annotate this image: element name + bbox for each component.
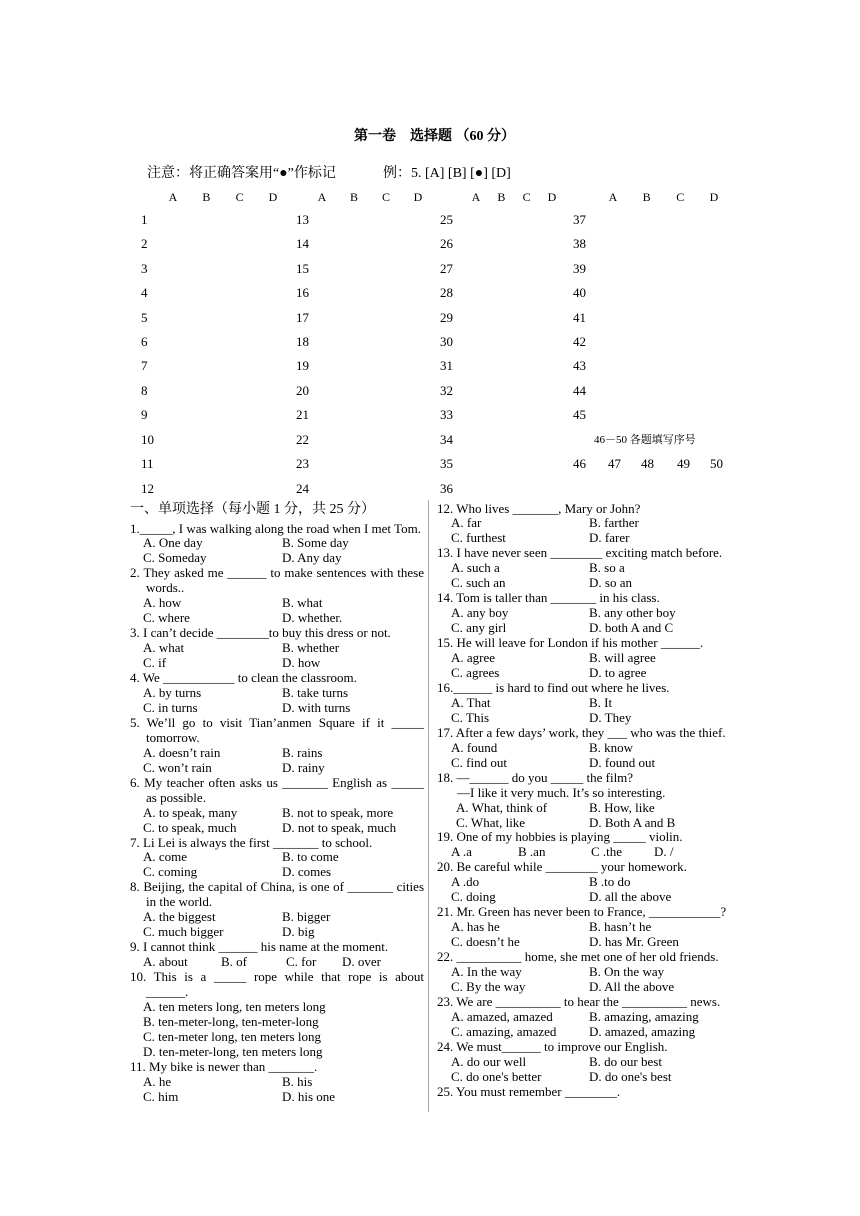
question-number: 32: [440, 382, 453, 398]
option-b: B. ten-meter-long, ten-meter-long: [143, 1013, 319, 1029]
question-11: [130, 1060, 424, 1105]
option-b: B. hasn’t he: [589, 919, 652, 935]
option-d: D. Both A and B: [589, 814, 676, 830]
option-b: B. of: [221, 954, 247, 970]
option-b: B. It: [589, 694, 613, 710]
option-d: D. amazed, amazing: [589, 1023, 696, 1039]
option-a: A. ten meters long, ten meters long: [143, 999, 326, 1014]
question-20: [437, 860, 737, 905]
answer-choice-letter: D: [268, 190, 278, 204]
option-b: B. will agree: [589, 650, 656, 666]
question-number: 21: [296, 407, 309, 423]
option-a: A. how: [143, 595, 182, 611]
option-c: C. agrees: [451, 664, 500, 680]
option-d: D. Any day: [282, 550, 342, 566]
option-d: D. They: [589, 709, 632, 725]
option-d: D. /: [654, 844, 674, 860]
option-d: D. rainy: [282, 759, 325, 775]
option-c: C. such an: [451, 575, 506, 591]
option-b: B. take turns: [282, 684, 349, 700]
question-number: 30: [440, 333, 453, 349]
question-options: [437, 741, 737, 771]
question-options: [437, 606, 737, 636]
question-number: 41: [573, 309, 586, 325]
option-a: A. the biggest: [143, 909, 216, 925]
question-stem: 21. Mr. Green has never been to France, ___________?: [437, 904, 727, 920]
option-d: D. has Mr. Green: [589, 934, 679, 950]
option-d: D. big: [282, 924, 315, 940]
questions-left-column: [130, 502, 424, 1105]
option-a: A .a: [451, 844, 472, 860]
option-d: D. found out: [589, 754, 656, 770]
question-options: [437, 875, 737, 905]
question-24: [437, 1040, 737, 1085]
question-number: 44: [573, 382, 586, 398]
answer-number-column: [440, 208, 453, 501]
question-number: 42: [573, 333, 586, 349]
option-c: C. won’t rain: [143, 759, 212, 775]
question-number: 12: [141, 480, 154, 496]
option-d: D. with turns: [282, 699, 351, 715]
option-b: B. rains: [282, 744, 323, 760]
question-number: 3: [141, 260, 148, 276]
option-d: D. both A and C: [589, 620, 674, 636]
option-d: D. all the above: [589, 889, 672, 905]
option-c: C. him: [143, 1088, 179, 1104]
answer-choice-letter: B: [202, 190, 211, 204]
question-7: [130, 836, 424, 881]
question-stem: 7. Li Lei is always the first _______ to school.: [130, 834, 373, 850]
option-d: D. farer: [589, 530, 630, 546]
question-options: [130, 910, 424, 940]
option-b: B. to come: [282, 849, 339, 865]
question-number: 9: [141, 407, 148, 423]
option-c: C. do one's better: [451, 1068, 542, 1084]
question-options: [437, 920, 737, 950]
question-options: [130, 850, 424, 880]
fill-in-number: 48: [641, 456, 654, 472]
question-stem: 24. We must______ to improve our English.: [437, 1038, 668, 1054]
question-3: [130, 626, 424, 671]
question-number: 39: [573, 260, 586, 276]
question-stem: 2. They asked me ______ to make sentences with these: [130, 565, 424, 581]
question-1: [130, 522, 424, 567]
option-d: D. so an: [589, 575, 632, 591]
option-c: C. What, like: [456, 814, 526, 830]
question-number: 1: [141, 211, 148, 227]
question-options: [130, 596, 424, 626]
question-6: [130, 776, 424, 836]
question-options: [437, 1055, 737, 1085]
question-18: [437, 771, 737, 831]
answer-number-column: [141, 208, 154, 501]
option-a: A. come: [143, 849, 188, 865]
option-c: C. This: [451, 709, 490, 725]
option-b: B. his: [282, 1073, 313, 1089]
question-number: 13: [296, 211, 309, 227]
question-stem: 23. We are __________ to hear the __________ news.: [437, 993, 721, 1009]
option-a: A. such a: [451, 560, 500, 576]
question-options: [437, 1010, 737, 1040]
question-options: [437, 696, 737, 726]
option-d: D. over: [342, 954, 381, 970]
question-stem: tomorrow.: [146, 729, 200, 745]
question-options: [437, 801, 737, 831]
question-4: [130, 671, 424, 716]
option-b: B. so a: [589, 560, 625, 576]
answer-choice-letter: C: [522, 190, 531, 204]
option-b: B. farther: [589, 515, 639, 531]
question-options: [130, 686, 424, 716]
question-stem: 25. You must remember ________.: [437, 1083, 621, 1099]
paper-title: 第一卷 选择题 （60 分）: [354, 129, 515, 144]
question-stem: 5. We’ll go to visit Tian’anmen Square if it _____: [130, 714, 424, 730]
question-number: 23: [296, 456, 309, 472]
option-a: A. That: [451, 694, 491, 710]
option-d: D. how: [282, 655, 321, 671]
question-number: 27: [440, 260, 453, 276]
fill-in-number: 47: [608, 456, 621, 472]
question-13: [437, 546, 737, 591]
question-stem: 4. We ___________ to clean the classroom.: [130, 670, 357, 686]
question-22: [437, 950, 737, 995]
answer-choice-letter: B: [497, 190, 506, 204]
option-b: B. bigger: [282, 909, 331, 925]
option-b: B .an: [518, 844, 546, 860]
option-a: A. amazed, amazed: [451, 1008, 553, 1024]
question-number: 7: [141, 358, 148, 374]
option-d: D. do one's best: [589, 1068, 672, 1084]
question-number: 4: [141, 285, 148, 301]
option-a: A. agree: [451, 650, 496, 666]
question-stem: 11. My bike is newer than _______.: [130, 1058, 318, 1074]
option-c: C. By the way: [451, 979, 526, 994]
question-number: 31: [440, 358, 453, 374]
option-a: A. What, think of: [456, 799, 548, 815]
question-15: [437, 636, 737, 681]
section-title: 一、单项选择（每小题 1 分，共 25 分）: [130, 501, 375, 517]
answer-choice-letter: D: [709, 190, 719, 204]
option-b: B. any other boy: [589, 605, 676, 621]
question-stem: 10. This is a _____ rope while that rope is about: [130, 969, 424, 985]
option-a: A. he: [143, 1073, 172, 1089]
question-reply: —I like it very much. It’s so interesting.: [457, 784, 666, 800]
question-9: [130, 940, 424, 970]
option-c: C. coming: [143, 864, 198, 880]
column-divider: [428, 500, 429, 1112]
fill-in-note: 46－50 各题填写序号: [594, 433, 696, 446]
answer-example: 例：5. [A] [B] [●] [D]: [383, 166, 511, 181]
question-number: 15: [296, 260, 309, 276]
question-number: 17: [296, 309, 309, 325]
question-options: [130, 1075, 424, 1105]
question-19: [437, 830, 737, 860]
question-stem: 17. After a few days’ work, they ___ who was the thief.: [437, 724, 726, 740]
question-2: [130, 566, 424, 626]
question-options: [130, 746, 424, 776]
fill-in-number: 49: [677, 456, 690, 472]
option-c: C. furthest: [451, 530, 506, 546]
question-options: [130, 806, 424, 836]
question-options: [130, 1000, 424, 1060]
option-d: D. his one: [282, 1088, 336, 1104]
option-d: D. All the above: [589, 979, 675, 994]
option-b: B. what: [282, 595, 323, 611]
question-25: [437, 1085, 737, 1100]
option-a: A. what: [143, 640, 185, 656]
question-stem: 8. Beijing, the capital of China, is one of _______ cities: [130, 879, 424, 895]
option-c: C. for: [286, 954, 317, 970]
question-stem: in the world.: [146, 894, 213, 910]
option-a: A. far: [451, 515, 482, 531]
option-a: A. to speak, many: [143, 804, 238, 820]
option-b: B .to do: [589, 874, 631, 890]
question-stem: 1._____, I was walking along the road when I met Tom.: [130, 520, 421, 536]
option-b: B. whether: [282, 640, 340, 656]
question-options: [437, 845, 737, 860]
question-number: 37: [573, 211, 586, 227]
question-stem: 18. —______ do you _____ the film?: [437, 769, 634, 785]
answer-choice-letter: A: [168, 190, 178, 204]
question-number: 26: [440, 236, 453, 252]
questions-right-column: [437, 502, 737, 1100]
question-options: [130, 641, 424, 671]
answer-choice-letter: B: [642, 190, 651, 204]
answer-instruction: 注意：将正确答案用“●”作标记: [147, 166, 336, 181]
question-options: [437, 965, 737, 995]
option-c: C. to speak, much: [143, 819, 237, 835]
question-17: [437, 726, 737, 771]
option-a: A. has he: [451, 919, 500, 935]
question-number: 5: [141, 309, 148, 325]
option-a: A. One day: [143, 535, 203, 551]
question-number: 20: [296, 382, 309, 398]
question-number: 43: [573, 358, 586, 374]
question-number: 33: [440, 407, 453, 423]
answer-choice-letter: D: [413, 190, 423, 204]
fill-in-number: 46: [573, 456, 586, 472]
option-c: C. any girl: [451, 620, 507, 636]
question-options: [130, 536, 424, 566]
question-stem: 15. He will leave for London if his mother ______.: [437, 635, 704, 651]
answer-choice-letter: C: [676, 190, 685, 204]
option-b: B. How, like: [589, 799, 655, 815]
question-number: 36: [440, 480, 453, 496]
fill-in-numbers: [573, 452, 723, 476]
option-a: A. by turns: [143, 684, 202, 700]
option-c: C .the: [591, 844, 623, 860]
option-c: C. find out: [451, 754, 507, 770]
question-stem: 6. My teacher often asks us _______ English as _____: [130, 774, 424, 790]
question-8: [130, 880, 424, 940]
option-c: C. in turns: [143, 699, 198, 715]
question-stem: as possible.: [146, 789, 206, 805]
option-d: D. whether.: [282, 610, 343, 626]
answer-choice-letter: A: [471, 190, 481, 204]
option-d: D. ten-meter-long, ten meters long: [143, 1043, 323, 1059]
question-number: 38: [573, 236, 586, 252]
answer-choice-letter: B: [349, 190, 358, 204]
answer-header-group: [168, 189, 278, 205]
question-options: [437, 651, 737, 681]
option-d: D. not to speak, much: [282, 819, 397, 835]
question-5: [130, 716, 424, 776]
question-stem: 14. Tom is taller than _______ in his class.: [437, 590, 660, 606]
question-number: 45: [573, 407, 586, 423]
option-c: C. if: [143, 655, 167, 671]
question-stem: 13. I have never seen ________ exciting match before.: [437, 545, 723, 561]
question-stem: 9. I cannot think ______ his name at the moment.: [130, 939, 389, 955]
answer-choice-letter: D: [547, 190, 557, 204]
fill-in-number: 50: [710, 456, 723, 472]
answer-number-column: [296, 208, 309, 501]
question-number: 6: [141, 333, 148, 349]
question-stem: words..: [146, 580, 185, 596]
option-a: A. doesn’t rain: [143, 744, 221, 760]
question-number: 19: [296, 358, 309, 374]
option-a: A. found: [451, 739, 498, 755]
question-options: [437, 561, 737, 591]
question-14: [437, 591, 737, 636]
question-21: [437, 905, 737, 950]
question-number: 29: [440, 309, 453, 325]
answer-header-group: [608, 189, 719, 205]
answer-choice-letter: A: [608, 190, 618, 204]
question-number: 28: [440, 285, 453, 301]
option-c: C. much bigger: [143, 924, 224, 940]
question-number: 40: [573, 285, 586, 301]
answer-header-group: [471, 189, 557, 205]
option-b: B. know: [589, 739, 634, 755]
option-c: C. ten-meter long, ten meters long: [143, 1028, 321, 1044]
question-options: [437, 516, 737, 546]
option-a: A. any boy: [451, 605, 509, 621]
answer-number-column: [573, 208, 723, 477]
answer-choice-letter: C: [381, 190, 390, 204]
question-number: 14: [296, 236, 309, 252]
question-number: 34: [440, 431, 453, 447]
question-stem: 20. Be careful while ________ your homework.: [437, 859, 687, 875]
option-b: B. On the way: [589, 964, 665, 980]
option-b: B. amazing, amazing: [589, 1008, 699, 1024]
option-b: B. Some day: [282, 535, 349, 551]
question-23: [437, 995, 737, 1040]
answer-choice-letter: C: [235, 190, 244, 204]
question-stem: 12. Who lives _______, Mary or John?: [437, 500, 641, 516]
question-number: 2: [141, 236, 148, 252]
option-b: B. do our best: [589, 1053, 662, 1069]
option-b: B. not to speak, more: [282, 804, 394, 820]
option-c: C. doesn’t he: [451, 934, 520, 950]
option-d: D. comes: [282, 864, 332, 880]
question-options: [130, 955, 424, 970]
question-number: 22: [296, 431, 309, 447]
question-number: 10: [141, 431, 154, 447]
question-number: 8: [141, 382, 148, 398]
question-stem: 3. I can’t decide ________to buy this dress or not.: [130, 625, 391, 641]
answer-choice-letter: A: [317, 190, 327, 204]
option-a: A. about: [143, 954, 188, 970]
question-number: 25: [440, 211, 453, 227]
question-number: 35: [440, 456, 453, 472]
option-c: C. amazing, amazed: [451, 1023, 557, 1039]
question-stem: ______.: [146, 984, 189, 1000]
option-c: C. Someday: [143, 550, 207, 566]
question-stem: 16.______ is hard to find out where he lives.: [437, 679, 670, 695]
option-a: A .do: [451, 874, 480, 890]
question-12: [437, 502, 737, 547]
option-d: D. to agree: [589, 664, 647, 680]
question-number: 24: [296, 480, 309, 496]
option-c: C. doing: [451, 889, 496, 905]
option-a: A. do our well: [451, 1053, 527, 1069]
question-10: [130, 970, 424, 1060]
question-number: 16: [296, 285, 309, 301]
question-stem: 19. One of my hobbies is playing _____ violin.: [437, 829, 683, 845]
option-a: A. In the way: [451, 964, 522, 980]
question-number: 11: [141, 456, 154, 472]
question-16: [437, 681, 737, 726]
question-number: 18: [296, 333, 309, 349]
answer-header-group: [317, 189, 423, 205]
option-c: C. where: [143, 610, 190, 626]
question-stem: 22. __________ home, she met one of her old friends.: [437, 949, 719, 965]
